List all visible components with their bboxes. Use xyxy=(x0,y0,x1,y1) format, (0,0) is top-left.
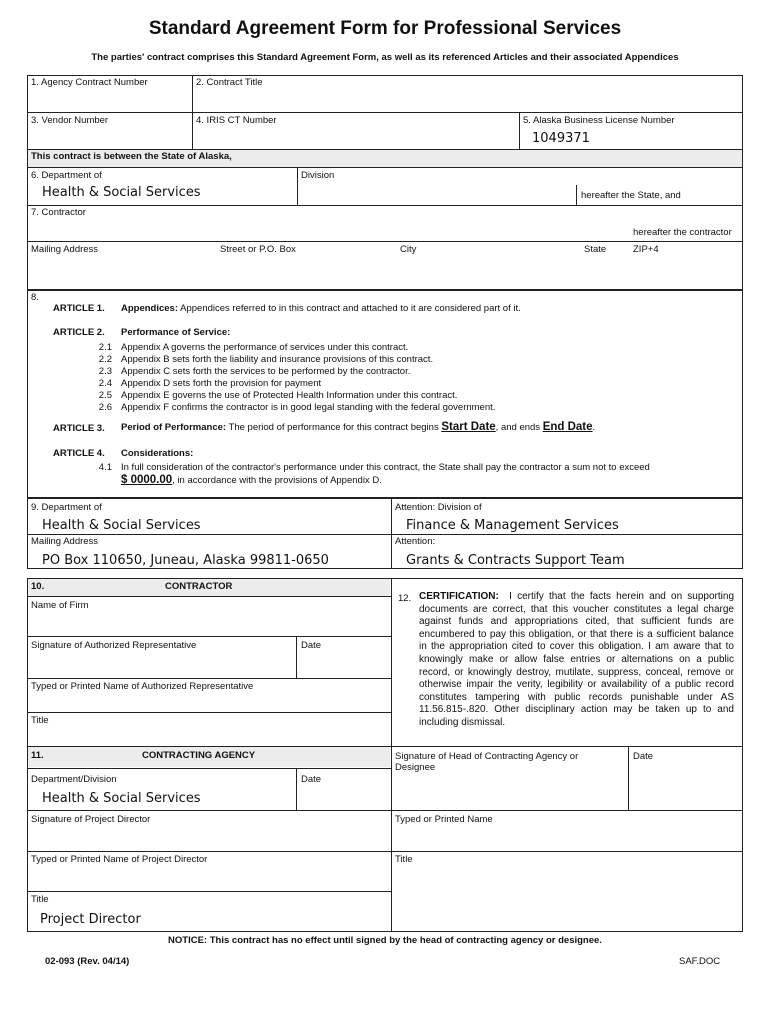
dept-of-label: 9. Department of xyxy=(31,502,102,513)
authorized-signature-field[interactable] xyxy=(28,652,295,677)
article-2-item-text: Appendix E governs the use of Protected Health Information under this contract. xyxy=(121,390,458,401)
article-2-item-text: Appendix A governs the performance of services under this contract. xyxy=(121,342,409,353)
form-title: Standard Agreement Form for Professional Services xyxy=(148,18,622,39)
agency-mailing-address-label: Mailing Address xyxy=(31,536,99,547)
article-2-item-number: 2.2 xyxy=(98,354,112,365)
contractor-heading: CONTRACTOR xyxy=(165,581,233,592)
attention-division-label: Attention: Division of xyxy=(395,502,482,513)
division-field[interactable] xyxy=(298,182,574,204)
article-2-title: Performance of Service: xyxy=(121,327,231,338)
form-number: 02-093 (Rev. 04/14) xyxy=(45,956,130,967)
project-director-signature-label: Signature of Project Director xyxy=(31,814,151,825)
dept-of-value[interactable]: Health & Social Services xyxy=(42,518,201,533)
attention-division-value[interactable]: Finance & Management Services xyxy=(406,518,619,533)
project-director-title-label: Title xyxy=(31,894,49,905)
contract-title-label: 2. Contract Title xyxy=(196,77,263,88)
start-date-field[interactable]: Start Date xyxy=(441,421,496,433)
article-4-title: Considerations: xyxy=(121,448,194,459)
iris-ct-number-field[interactable] xyxy=(193,126,518,148)
article-4-text: In full consideration of the contractor's performance under this contract, the State shall pay the contractor a sum not to exceed xyxy=(121,462,650,473)
vendor-number-field[interactable] xyxy=(28,126,191,148)
head-title-field[interactable] xyxy=(392,866,742,931)
article-2-item-text: Appendix F confirms the contractor is in good legal standing with the federal government. xyxy=(121,402,496,413)
article-2-item-number: 2.5 xyxy=(98,390,112,401)
contractor-name-field[interactable] xyxy=(28,219,628,240)
contractor-date-field[interactable] xyxy=(297,652,390,677)
article-2-item-number: 2.4 xyxy=(98,378,112,389)
business-license-value[interactable]: 1049371 xyxy=(532,131,590,146)
article-4-label: ARTICLE 4. xyxy=(53,448,105,459)
state-label: State xyxy=(584,244,607,255)
agency-section-number: 11. xyxy=(31,750,44,761)
agency-heading: CONTRACTING AGENCY xyxy=(142,750,256,761)
contractor-label: 7. Contractor xyxy=(31,207,86,218)
article-4-number: 4.1 xyxy=(98,462,112,473)
authorized-name-field[interactable] xyxy=(28,693,390,711)
firm-name-field[interactable] xyxy=(28,612,390,635)
agency-mailing-address-value[interactable]: PO Box 110650, Juneau, Alaska 99811-0650 xyxy=(42,553,329,568)
head-typed-name-field[interactable] xyxy=(392,826,742,850)
mailing-address-label: Mailing Address xyxy=(31,244,99,255)
department-label: 6. Department of xyxy=(31,170,102,181)
street-label: Street or P.O. Box xyxy=(220,244,296,255)
vendor-number-label: 3. Vendor Number xyxy=(31,115,109,126)
end-date-field[interactable]: End Date xyxy=(542,421,593,433)
certification-text: CERTIFICATION: I certify that the facts herein and on supporting documents are correct, that this voucher constitutes a legal charge against funds and appropriations cited, that sufficient funds are encumbered to pay this obligation, or that there is a sufficient balance in the appropriation cited to cover this obligation. I am aware that to knowingly make or allow false entries or alternations on a public record, or knowingly destroy, mutilate, suppress, conceal, remove or otherwise impair the verity, legibility or availability of a public record constitutes tampering with public records punishable under AS 11.56.815-.820. Other disciplinary action may be taken up to and including dismissal. xyxy=(419,591,735,728)
articles-section-number: 8. xyxy=(31,292,39,303)
article-2-item-number: 2.1 xyxy=(98,342,112,353)
project-director-name-label: Typed or Printed Name of Project Director xyxy=(31,854,208,865)
notice-text: NOTICE: This contract has no effect until signed by the head of contracting agency or designee. xyxy=(168,935,602,946)
iris-ct-number-label: 4. IRIS CT Number xyxy=(196,115,277,126)
article-2-item-number: 2.3 xyxy=(98,366,112,377)
authorized-name-label: Typed or Printed Name of Authorized Representative xyxy=(31,681,254,692)
agency-dept-value[interactable]: Health & Social Services xyxy=(42,791,201,806)
article-2-label: ARTICLE 2. xyxy=(53,327,105,338)
form-subtitle: The parties' contract comprises this Standard Agreement Form, as well as its referenced Articles and their associated Appendices xyxy=(91,52,679,63)
head-date-field[interactable] xyxy=(629,763,742,809)
between-text: This contract is between the State of Alaska, xyxy=(31,151,232,162)
project-director-name-field[interactable] xyxy=(28,866,390,890)
article-2-item-text: Appendix D sets forth the provision for payment xyxy=(121,378,322,389)
attention-label: Attention: xyxy=(395,536,436,547)
department-value[interactable]: Health & Social Services xyxy=(42,185,201,200)
file-name: SAF.DOC xyxy=(679,956,721,967)
hereafter-state-text: hereafter the State, and xyxy=(581,190,681,201)
contract-title-field[interactable] xyxy=(193,88,742,111)
contractor-section-number: 10. xyxy=(31,581,45,592)
certification-number: 12. xyxy=(398,593,412,604)
zip-label: ZIP+4 xyxy=(633,244,659,255)
article-2-item-text: Appendix B sets forth the liability and insurance provisions of this contract. xyxy=(121,354,434,365)
agency-dept-label: Department/Division xyxy=(31,774,117,785)
article-2-item-text: Appendix C sets forth the services to be performed by the contractor. xyxy=(121,366,411,377)
project-director-signature-field[interactable] xyxy=(28,826,390,850)
article-4-amount-line: $ 0000.00, in accordance with the provisions of Appendix D. xyxy=(121,474,382,486)
head-date-label: Date xyxy=(633,751,654,762)
contract-amount-field[interactable]: $ 0000.00 xyxy=(121,474,173,486)
project-director-title-value[interactable]: Project Director xyxy=(40,912,141,927)
mailing-address-field[interactable] xyxy=(28,257,742,289)
agency-date-label: Date xyxy=(301,774,322,785)
authorized-signature-label: Signature of Authorized Representative xyxy=(31,640,197,651)
contractor-date-label: Date xyxy=(301,640,322,651)
city-label: City xyxy=(400,244,417,255)
article-1-label: ARTICLE 1. xyxy=(53,303,105,314)
agency-contract-number-label: 1. Agency Contract Number xyxy=(31,77,148,88)
firm-name-label: Name of Firm xyxy=(31,600,89,611)
head-typed-name-label: Typed or Printed Name xyxy=(395,814,493,825)
agency-date-field[interactable] xyxy=(297,786,390,809)
article-3-text: Period of Performance: The period of performance for this contract begins Start Date, and ends End Date. xyxy=(121,421,596,433)
contractor-title-label: Title xyxy=(31,715,49,726)
hereafter-contractor-text: hereafter the contractor xyxy=(633,227,732,238)
head-signature-field[interactable] xyxy=(392,776,627,809)
head-title-label: Title xyxy=(395,854,413,865)
agency-contract-number-field[interactable] xyxy=(28,88,191,111)
contractor-title-field[interactable] xyxy=(28,727,390,745)
attention-value[interactable]: Grants & Contracts Support Team xyxy=(406,553,625,568)
business-license-label: 5. Alaska Business License Number xyxy=(523,115,675,126)
article-2-item-number: 2.6 xyxy=(98,402,112,413)
article-3-label: ARTICLE 3. xyxy=(53,423,105,434)
article-1-text: Appendices: Appendices referred to in this contract and attached to it are considered part of it. xyxy=(121,303,521,314)
head-signature-label: Signature of Head of Contracting Agency or Designee xyxy=(395,751,579,773)
division-label: Division xyxy=(301,170,335,181)
